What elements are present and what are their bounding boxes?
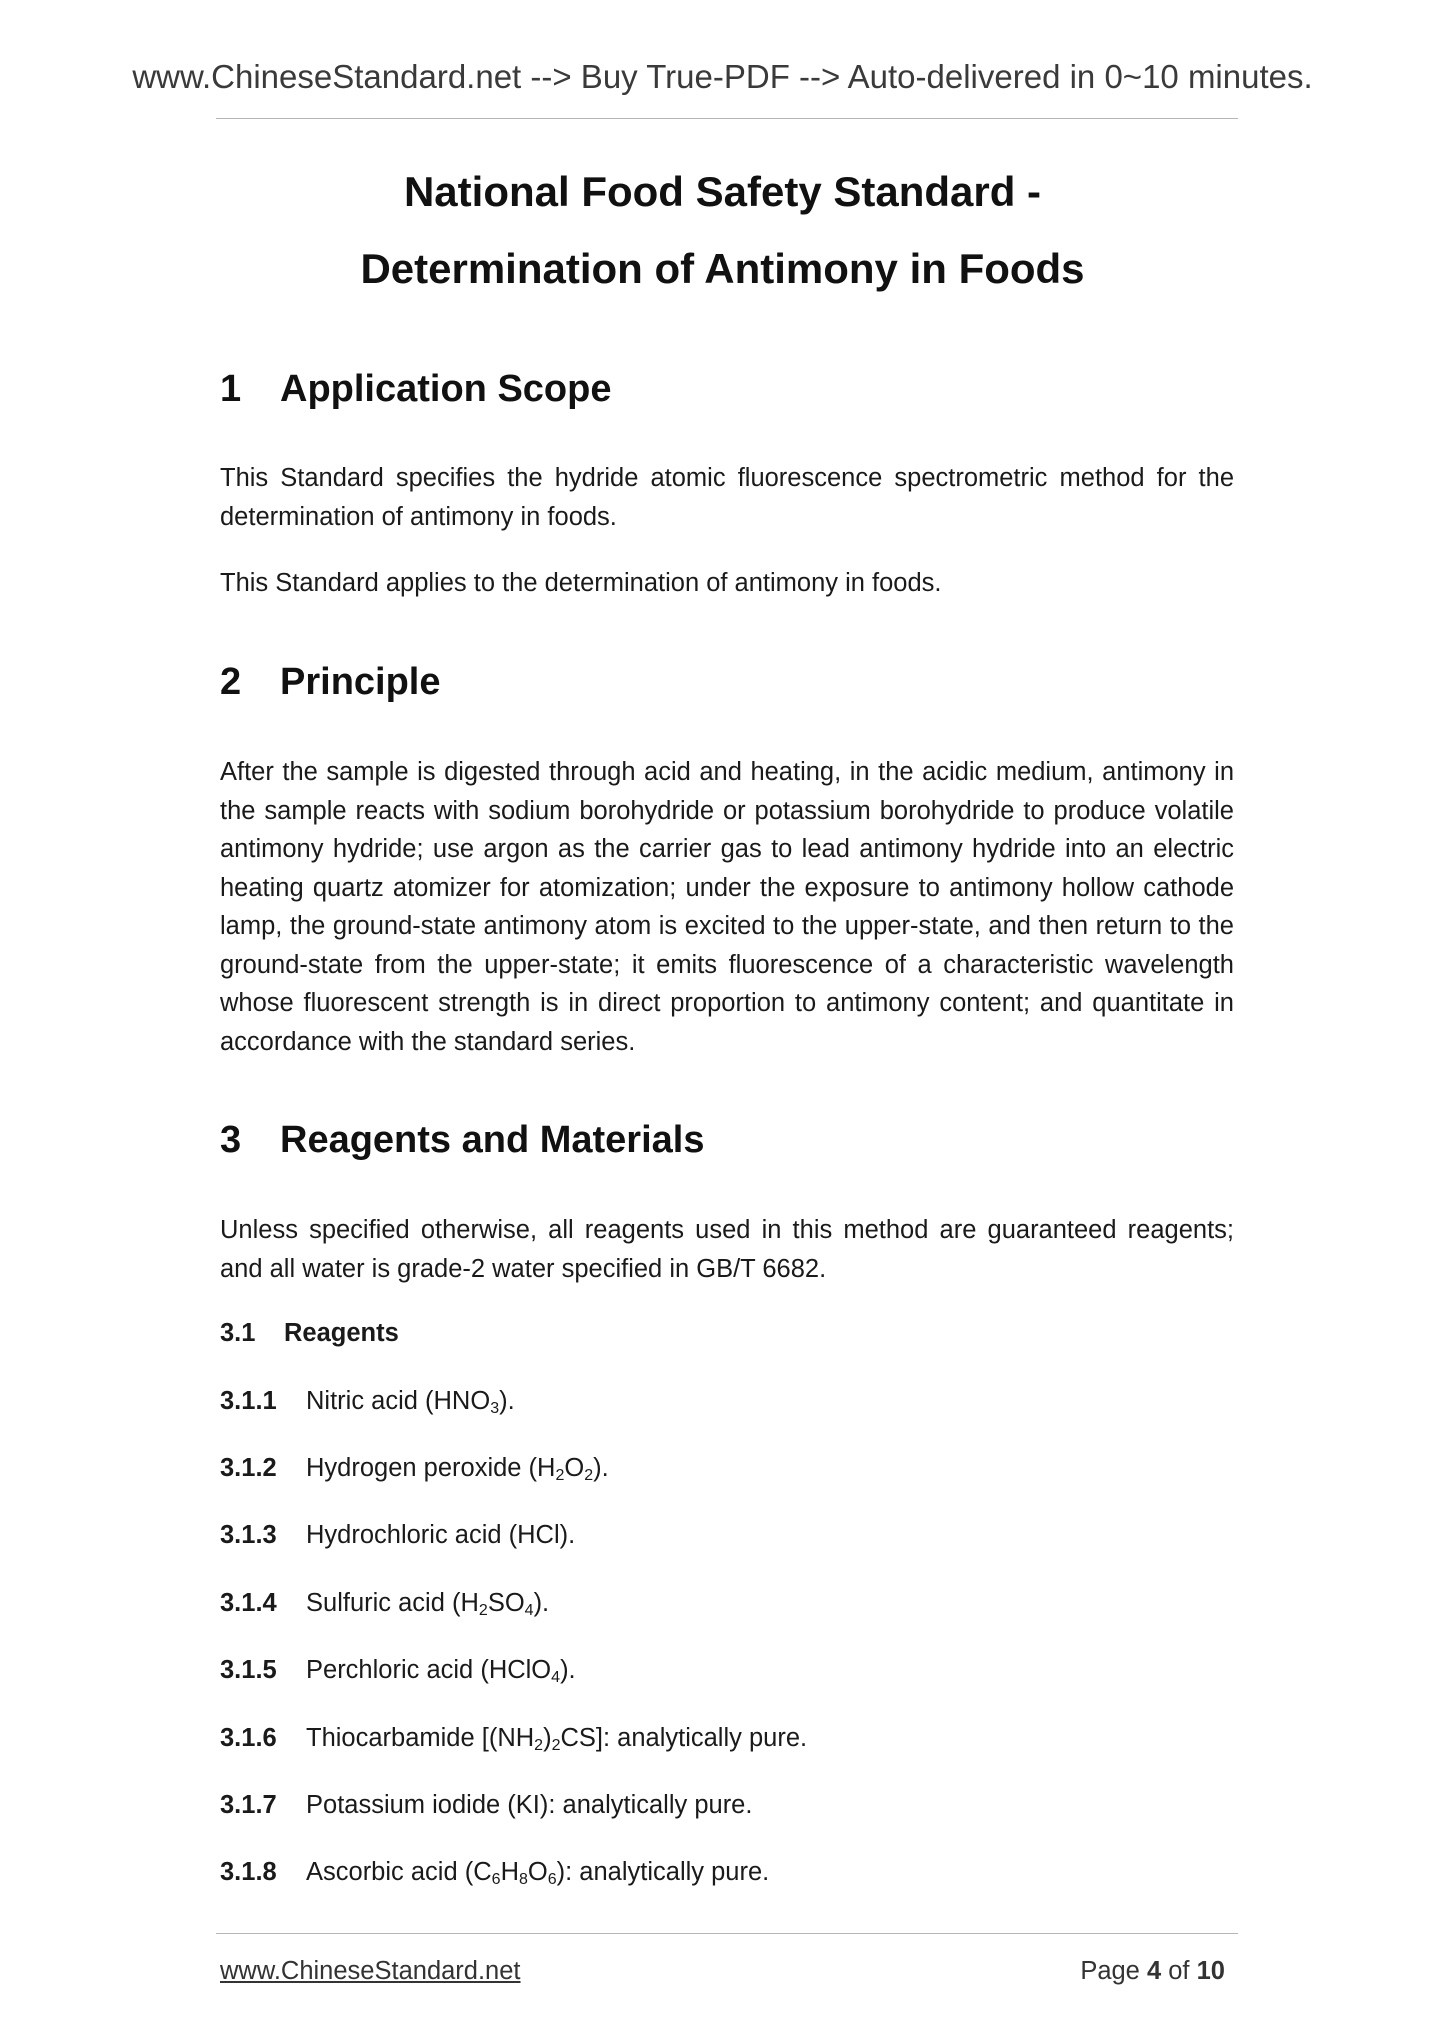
item-text: Potassium iodide (KI): analytically pure. [306,1791,753,1819]
item-number: 3.1.7 [220,1791,277,1819]
section-title: Principle [280,661,441,703]
page-indicator: Page 4 of 10 [1080,1957,1225,1985]
section-1-heading [220,368,611,411]
item-number: 3.1.2 [220,1454,277,1482]
section-title: Application Scope [280,368,612,410]
reagent-item [220,1656,576,1685]
section-number: 2 [220,661,242,703]
item-text: Hydrochloric acid (HCl). [306,1521,576,1549]
footer-website-link[interactable]: www.ChineseStandard.net [220,1957,521,1985]
reagent-item [220,1724,807,1753]
section-3-heading [220,1119,704,1162]
section-1-paragraph-2: This Standard applies to the determination of antimony in foods. [220,569,942,597]
section-2-heading [220,661,441,704]
header-banner: www.ChineseStandard.net --> Buy True-PDF --> Auto-delivered in 0~10 minutes. [132,58,1313,95]
subsection-number: 3.1 [220,1319,256,1347]
section-title: Reagents and Materials [280,1119,705,1161]
item-text: Thiocarbamide $[(NH_2)_2CS]$: analytically pure. [306,1724,808,1754]
item-number: 3.1.6 [220,1724,277,1752]
reagent-item [220,1387,515,1416]
reagent-item [220,1589,549,1618]
item-number: 3.1.5 [220,1656,277,1684]
footer-divider [216,1933,1238,1934]
subsection-3-1-heading [220,1319,399,1348]
reagent-item [220,1858,769,1887]
item-text: Perchloric acid (HClO$_4$). [306,1656,576,1686]
section-1-paragraph-1: This Standard specifies the hydride atomic fluorescence spectrometric method for the determination of antimony in foods. [220,464,1234,531]
section-3-paragraph-1: Unless specified otherwise, all reagents used in this method are guaranteed reagents; and all water is grade-2 water specified in GB/T 6682. [220,1216,1234,1283]
reagent-item [220,1521,575,1550]
document-title-line2: Determination of Antimony in Foods [360,245,1085,292]
item-text: Ascorbic acid $(C_6H_8O_6)$: analytically pure. [306,1858,770,1888]
item-number: 3.1.3 [220,1521,277,1549]
header-divider [216,118,1238,119]
reagent-item [220,1454,609,1483]
section-number: 3 [220,1119,242,1161]
item-number: 3.1.4 [220,1589,277,1617]
item-number: 3.1.1 [220,1387,277,1415]
page-current: 4 [1146,1957,1162,1985]
item-text: Nitric acid $(HNO_3)$. [306,1387,515,1417]
document-title-line1: National Food Safety Standard - [403,168,1042,215]
item-text: Sulfuric acid $(H_2SO_4)$. [306,1589,550,1619]
page-total: 10 [1196,1957,1225,1985]
item-number: 3.1.8 [220,1858,277,1886]
section-2-paragraph-1: After the sample is digested through acid and heating, in the acidic medium, antimony in the sample reacts with sodium borohydride or potassium borohydride to produce volatile antimony hydride; use argon as the carrier gas to lead antimony hydride into an electric heating quartz atomizer for atomization; under the exposure to antimony hollow cathode lamp, the ground-state antimony atom is excited to the upper-state, and then return to the ground-state from the upper-state; it emits fluorescence of a characteristic wavelength whose fluorescent strength is in direct proportion to antimony content; and quantitate in accordance with the standard series. [220,758,1234,1056]
item-text: Hydrogen peroxide $(H_2O_2)$. [306,1454,609,1484]
subsection-title: Reagents [284,1319,399,1347]
reagent-item [220,1791,752,1820]
section-number: 1 [220,368,242,410]
